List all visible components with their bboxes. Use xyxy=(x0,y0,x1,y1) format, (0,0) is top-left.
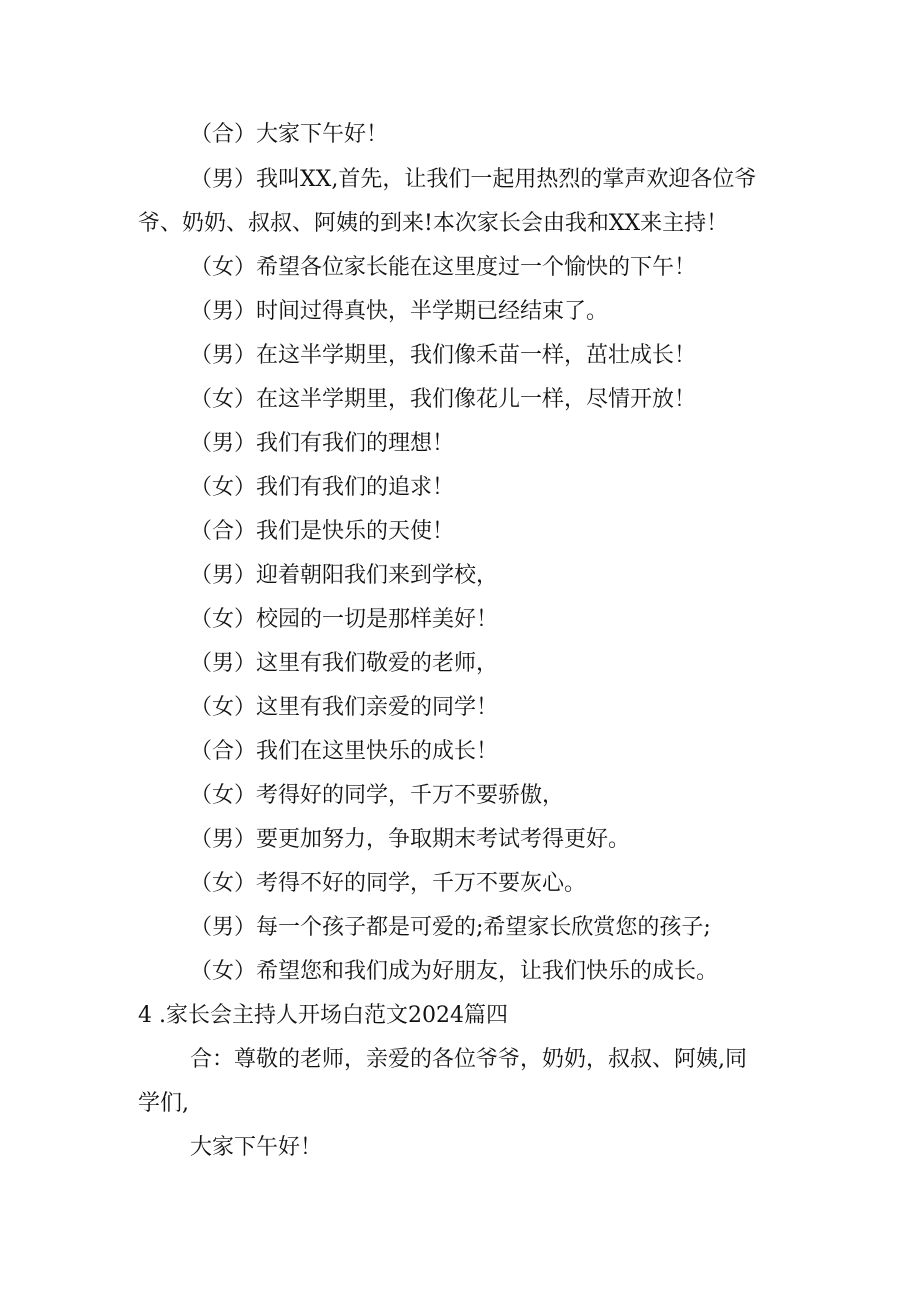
script-line: （女）希望您和我们成为好朋友，让我们快乐的成长。 xyxy=(190,959,719,984)
script-line: （女）考得好的同学，千万不要骄傲， xyxy=(190,783,565,808)
script-line: （男）我叫XX,首先，让我们一起用热烈的掌声欢迎各位爷 xyxy=(190,167,757,192)
script-line: （女）在这半学期里，我们像花儿一样，尽情开放！ xyxy=(190,387,697,412)
section-line: 学们, xyxy=(138,1091,189,1116)
script-line: （合）我们是快乐的天使！ xyxy=(190,519,455,544)
section-line: 合：尊敬的老师，亲爱的各位爷爷，奶奶，叔叔、阿姨,同 xyxy=(190,1047,747,1072)
script-line: 爷、奶奶、叔叔、阿姨的到来!本次家长会由我和XX来主持！ xyxy=(138,211,729,236)
script-line: （女）希望各位家长能在这里度过一个愉快的下午！ xyxy=(190,255,697,280)
section-heading: 4 .家长会主持人开场白范文2024篇四 xyxy=(138,1003,508,1028)
script-line: （女）我们有我们的追求！ xyxy=(190,475,455,500)
section-line: 大家下午好！ xyxy=(190,1135,323,1160)
script-line: （男）我们有我们的理想！ xyxy=(190,431,455,456)
script-line: （男）时间过得真快，半学期已经结束了。 xyxy=(190,299,609,324)
script-line: （男）迎着朝阳我们来到学校， xyxy=(190,563,499,588)
script-line: （女）这里有我们亲爱的同学！ xyxy=(190,695,499,720)
script-line: （合）我们在这里快乐的成长！ xyxy=(190,739,499,764)
script-line: （女）考得不好的同学，千万不要灰心。 xyxy=(190,871,587,896)
script-line: （合）大家下午好！ xyxy=(190,122,389,147)
script-line: （女）校园的一切是那样美好！ xyxy=(190,607,499,632)
script-line: （男）每一个孩子都是可爱的;希望家长欣赏您的孩子; xyxy=(190,915,711,940)
script-line: （男）这里有我们敬爱的老师， xyxy=(190,651,499,676)
script-line: （男）要更加努力，争取期末考试考得更好。 xyxy=(190,827,631,852)
script-line: （男）在这半学期里，我们像禾苗一样，茁壮成长！ xyxy=(190,343,697,368)
